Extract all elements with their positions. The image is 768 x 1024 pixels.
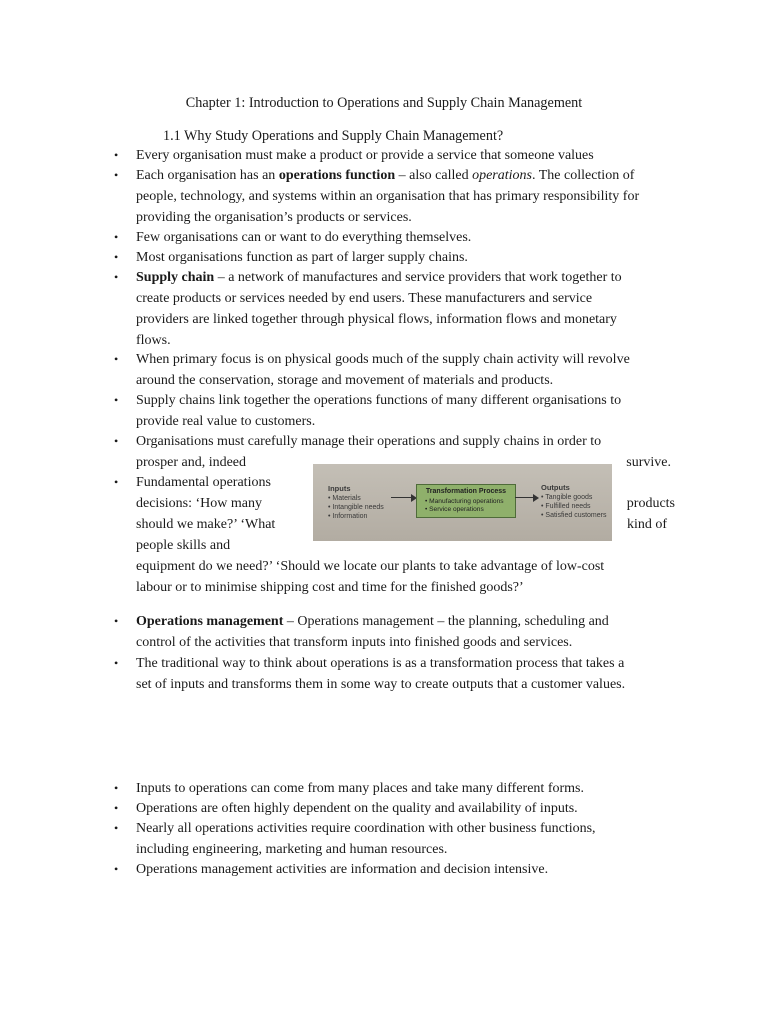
list-item-line: [136, 611, 676, 632]
list-item-text: Most organisations function as part of larger supply chains.: [136, 250, 468, 265]
transformation-process-figure: [313, 464, 612, 541]
list-item-line: set of inputs and transforms them in some way to create outputs that a customer values.: [136, 677, 626, 692]
list-item-line: [136, 165, 676, 186]
arrow-icon: [515, 497, 535, 498]
bullet-icon: •: [114, 862, 119, 876]
bullet-icon: •: [114, 781, 119, 795]
list-item-line: Nearly all operations activities require coordination with other business functions,: [136, 821, 596, 836]
text-run: . The collection of: [531, 168, 635, 183]
text-run: Each organisation has an: [136, 168, 279, 183]
bullet-icon: •: [114, 148, 119, 162]
figure-input-item: • Materials: [328, 495, 361, 502]
text-run: survive.: [626, 455, 671, 470]
figure-input-item: • Intangible needs: [328, 504, 384, 511]
list-item-line: [136, 267, 676, 288]
list-item-line: provide real value to customers.: [136, 414, 316, 429]
list-item-line: The traditional way to think about operations is as a transformation process that takes a: [136, 656, 625, 671]
text-run: – also called: [395, 168, 473, 183]
list-item-line: Organisations must carefully manage their operations and supply chains in order to: [136, 434, 602, 449]
list-item-line: create products or services needed by end users. These manufacturers and service: [136, 291, 593, 306]
list-item-line: around the conservation, storage and movement of materials and products.: [136, 373, 554, 388]
term-supply-chain: Supply chain: [136, 270, 215, 285]
figure-process-item: • Service operations: [425, 506, 484, 513]
list-item-text: Operations management activities are information and decision intensive.: [136, 862, 549, 877]
list-item-line: people skills and: [136, 538, 231, 553]
arrow-icon: [391, 497, 413, 498]
figure-input-item: • Information: [328, 513, 368, 520]
list-item-line: providers are linked together through physical flows, information flows and monetary: [136, 312, 617, 327]
list-item-line: Fundamental operations: [136, 475, 271, 490]
bullet-icon: •: [114, 393, 119, 407]
bullet-icon: •: [114, 614, 119, 628]
text-run: should we make?’ ‘What: [136, 517, 276, 532]
figure-outputs-title: Outputs: [541, 483, 570, 492]
figure-inputs-title: Inputs: [328, 484, 351, 493]
figure-output-item: • Fulfilled needs: [541, 503, 591, 510]
term-operations: operations: [472, 168, 532, 183]
bullet-icon: •: [114, 270, 119, 284]
figure-process-item: • Manufacturing operations: [425, 498, 504, 505]
list-item-line: When primary focus is on physical goods much of the supply chain activity will revolve: [136, 352, 630, 367]
term-operations-management: Operations management: [136, 614, 284, 629]
figure-process-title: Transformation Process: [425, 488, 507, 495]
text-run: kind of: [626, 517, 667, 532]
bullet-icon: •: [114, 475, 119, 489]
bullet-icon: •: [114, 656, 119, 670]
figure-inputs-list: [328, 494, 384, 521]
list-item-line: including engineering, marketing and human resources.: [136, 842, 448, 857]
bullet-icon: •: [114, 821, 119, 835]
list-item-line: Supply chains link together the operations functions of many different organisations to: [136, 393, 622, 408]
bullet-icon: •: [114, 434, 119, 448]
text-run: – a network of manufactures and service providers that work together to: [214, 270, 622, 285]
list-item-text: Every organisation must make a product or provide a service that someone values: [136, 148, 594, 163]
list-item-line: people, technology, and systems within an organisation that has primary responsibility for: [136, 189, 640, 204]
text-run: products: [626, 496, 675, 511]
text-run: prosper and, indeed: [136, 455, 247, 470]
bullet-icon: •: [114, 250, 119, 264]
figure-output-item: • Satisfied customers: [541, 512, 607, 519]
figure-output-item: • Tangible goods: [541, 494, 593, 501]
list-item-text: Inputs to operations can come from many places and take many different forms.: [136, 781, 584, 796]
list-item-line: labour or to minimise shipping cost and time for the finished goods?’: [136, 580, 524, 595]
transformation-process-box: [416, 484, 516, 518]
figure-process-list: [425, 498, 504, 514]
chapter-title: Chapter 1: Introduction to Operations and Supply Chain Management: [185, 95, 583, 111]
bullet-icon: •: [114, 230, 119, 244]
list-item-line: control of the activities that transform inputs into finished goods and services.: [136, 635, 573, 650]
list-item-text: Operations are often highly dependent on the quality and availability of inputs.: [136, 801, 578, 816]
term-operations-function: operations function: [278, 168, 396, 183]
arrowhead-icon: [533, 494, 539, 502]
bullet-icon: •: [114, 801, 119, 815]
bullet-icon: •: [114, 168, 119, 182]
list-item-line: flows.: [136, 333, 171, 348]
text-run: – Operations management – the planning, scheduling and: [283, 614, 609, 629]
bullet-icon: •: [114, 352, 119, 366]
figure-outputs-list: [541, 493, 606, 520]
list-item-text: Few organisations can or want to do everything themselves.: [136, 230, 472, 245]
section-heading: 1.1 Why Study Operations and Supply Chain Management?: [163, 128, 504, 144]
text-run: decisions: ‘How many: [136, 496, 262, 511]
list-item-line: equipment do we need?’ ‘Should we locate our plants to take advantage of low-cost: [136, 559, 605, 574]
list-item-line: providing the organisation’s products or services.: [136, 210, 412, 225]
